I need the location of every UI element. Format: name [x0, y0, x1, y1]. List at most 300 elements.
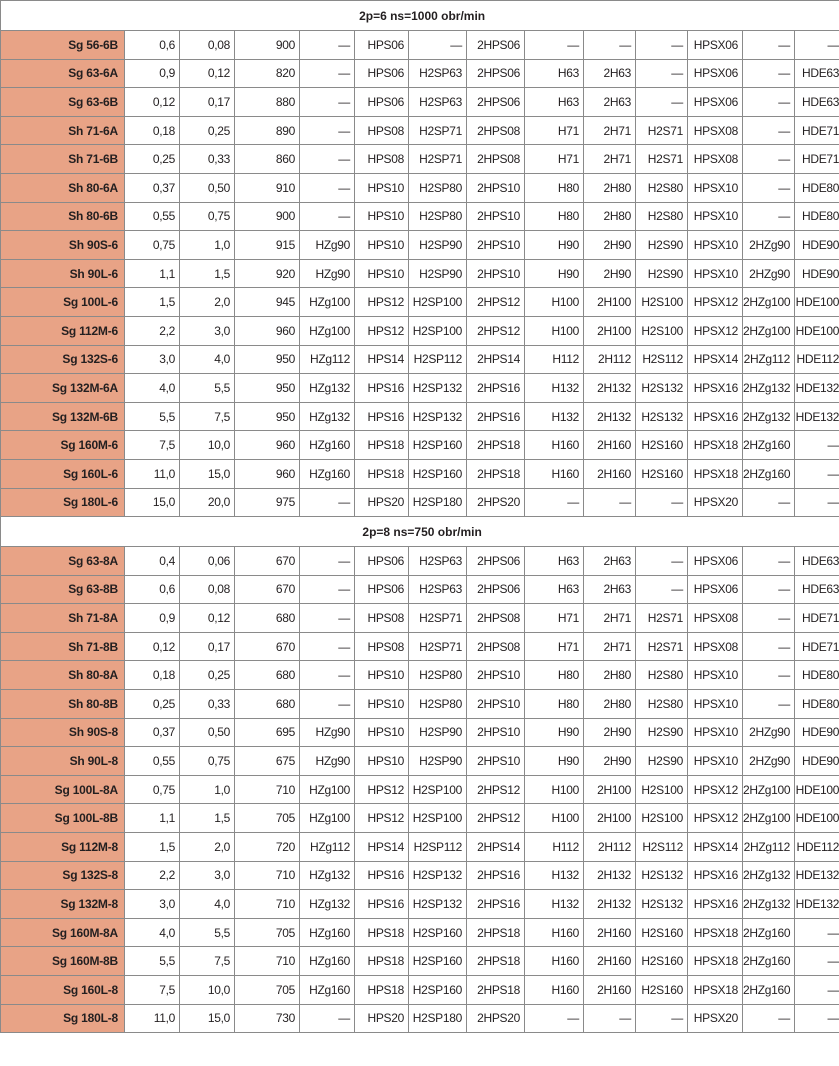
- table-cell: H2SP100: [409, 775, 467, 804]
- table-cell: 2H63: [584, 88, 636, 117]
- table-cell: H2SP80: [409, 202, 467, 231]
- table-cell: H80: [525, 173, 584, 202]
- table-cell: 2HPS12: [467, 804, 525, 833]
- table-cell: H2S80: [636, 690, 688, 719]
- table-cell: —: [743, 1004, 795, 1033]
- table-cell: 960: [235, 459, 300, 488]
- table-cell: —: [300, 604, 355, 633]
- table-cell: 20,0: [180, 488, 235, 517]
- table-cell: HPS06: [355, 547, 409, 576]
- table-cell: HDE90: [795, 231, 839, 260]
- table-cell: HPSX18: [688, 947, 743, 976]
- table-cell: 2H160: [584, 947, 636, 976]
- table-cell: 15,0: [180, 459, 235, 488]
- section-title: 2p=6 ns=1000 obr/min: [1, 1, 839, 31]
- motor-type-cell: Sg 160L-6: [1, 459, 125, 488]
- table-cell: HPS08: [355, 632, 409, 661]
- table-cell: —: [300, 31, 355, 60]
- table-cell: 1,0: [180, 231, 235, 260]
- table-row: [1, 976, 839, 1005]
- table-cell: HPS10: [355, 259, 409, 288]
- table-cell: 0,08: [180, 575, 235, 604]
- table-cell: HPS14: [355, 833, 409, 862]
- table-cell: 0,25: [180, 661, 235, 690]
- table-cell: HPSX16: [688, 861, 743, 890]
- table-cell: 0,55: [125, 202, 180, 231]
- table-cell: 1,1: [125, 259, 180, 288]
- motor-type-cell: Sg 112M-8: [1, 833, 125, 862]
- table-cell: HPS18: [355, 947, 409, 976]
- table-cell: 900: [235, 202, 300, 231]
- table-cell: HZg90: [300, 231, 355, 260]
- table-row: [1, 747, 839, 776]
- table-cell: HZg160: [300, 947, 355, 976]
- table-cell: HPSX16: [688, 402, 743, 431]
- motor-type-cell: Sh 90L-6: [1, 259, 125, 288]
- table-cell: HPS10: [355, 690, 409, 719]
- table-cell: H2SP160: [409, 918, 467, 947]
- table-cell: H160: [525, 431, 584, 460]
- table-cell: HPS20: [355, 1004, 409, 1033]
- table-cell: 10,0: [180, 976, 235, 1005]
- table-cell: 2HPS10: [467, 690, 525, 719]
- table-cell: 670: [235, 547, 300, 576]
- table-cell: 2HZg160: [743, 947, 795, 976]
- table-cell: HPS10: [355, 231, 409, 260]
- table-cell: H80: [525, 202, 584, 231]
- table-cell: 2HZg100: [743, 316, 795, 345]
- table-cell: —: [743, 690, 795, 719]
- table-cell: —: [300, 690, 355, 719]
- table-cell: 0,9: [125, 604, 180, 633]
- section-header-row: [1, 517, 839, 547]
- table-cell: 2HPS10: [467, 747, 525, 776]
- table-cell: H2S100: [636, 804, 688, 833]
- table-cell: 2HPS16: [467, 374, 525, 403]
- table-cell: H2S71: [636, 632, 688, 661]
- table-cell: 0,37: [125, 718, 180, 747]
- motor-type-cell: Sg 100L-8B: [1, 804, 125, 833]
- table-cell: HDE80: [795, 202, 839, 231]
- table-cell: H2S160: [636, 431, 688, 460]
- table-cell: 2HZg100: [743, 804, 795, 833]
- table-cell: H2S90: [636, 747, 688, 776]
- table-cell: 915: [235, 231, 300, 260]
- table-cell: H100: [525, 288, 584, 317]
- table-cell: H2SP63: [409, 575, 467, 604]
- table-cell: HDE63: [795, 88, 839, 117]
- table-cell: H2SP71: [409, 145, 467, 174]
- table-row: [1, 173, 839, 202]
- table-cell: H2S71: [636, 604, 688, 633]
- table-row: [1, 488, 839, 517]
- table-cell: HDE112: [795, 345, 839, 374]
- table-cell: H2SP90: [409, 231, 467, 260]
- table-cell: 2H63: [584, 59, 636, 88]
- table-cell: 0,6: [125, 31, 180, 60]
- table-cell: H2SP160: [409, 947, 467, 976]
- table-cell: 2H80: [584, 661, 636, 690]
- table-cell: H2S90: [636, 259, 688, 288]
- table-cell: H2S132: [636, 402, 688, 431]
- table-cell: 2HPS06: [467, 59, 525, 88]
- table-cell: H71: [525, 632, 584, 661]
- table-cell: 2HZg100: [743, 775, 795, 804]
- table-cell: HPSX06: [688, 575, 743, 604]
- table-cell: —: [584, 31, 636, 60]
- table-cell: 2HZg160: [743, 459, 795, 488]
- table-cell: —: [300, 1004, 355, 1033]
- table-cell: HPS08: [355, 604, 409, 633]
- table-cell: 950: [235, 374, 300, 403]
- table-cell: H2S160: [636, 976, 688, 1005]
- table-cell: H2SP180: [409, 488, 467, 517]
- motor-type-cell: Sh 80-8B: [1, 690, 125, 719]
- table-cell: 2HPS18: [467, 459, 525, 488]
- table-cell: HDE63: [795, 575, 839, 604]
- table-cell: HPS10: [355, 661, 409, 690]
- table-cell: HDE100: [795, 316, 839, 345]
- table-row: [1, 604, 839, 633]
- table-cell: HPSX12: [688, 804, 743, 833]
- motor-type-cell: Sg 132M-6A: [1, 374, 125, 403]
- table-cell: H160: [525, 947, 584, 976]
- table-cell: H2SP63: [409, 59, 467, 88]
- table-cell: HZg100: [300, 288, 355, 317]
- table-row: [1, 861, 839, 890]
- table-cell: 0,25: [125, 690, 180, 719]
- table-cell: HDE80: [795, 173, 839, 202]
- table-cell: 15,0: [180, 1004, 235, 1033]
- table-cell: 2HZg132: [743, 402, 795, 431]
- section-header-row: [1, 1, 839, 31]
- table-cell: 2HZg112: [743, 833, 795, 862]
- table-cell: —: [300, 632, 355, 661]
- table-cell: HPSX20: [688, 1004, 743, 1033]
- table-row: [1, 231, 839, 260]
- table-cell: HDE100: [795, 775, 839, 804]
- table-cell: 0,33: [180, 145, 235, 174]
- table-cell: 695: [235, 718, 300, 747]
- motor-type-cell: Sg 63-6A: [1, 59, 125, 88]
- motor-type-cell: Sg 132M-6B: [1, 402, 125, 431]
- table-cell: 2HPS20: [467, 1004, 525, 1033]
- table-row: [1, 661, 839, 690]
- table-row: [1, 718, 839, 747]
- table-cell: H2SP180: [409, 1004, 467, 1033]
- table-row: [1, 402, 839, 431]
- table-cell: 7,5: [125, 976, 180, 1005]
- table-cell: HPSX08: [688, 632, 743, 661]
- motor-type-cell: Sg 100L-6: [1, 288, 125, 317]
- table-cell: —: [743, 145, 795, 174]
- table-cell: HDE80: [795, 661, 839, 690]
- table-cell: H100: [525, 775, 584, 804]
- table-cell: 2HPS10: [467, 661, 525, 690]
- table-cell: 2HPS14: [467, 345, 525, 374]
- table-cell: —: [300, 88, 355, 117]
- table-cell: H132: [525, 402, 584, 431]
- table-cell: 2H71: [584, 632, 636, 661]
- table-cell: 2H80: [584, 202, 636, 231]
- table-cell: H63: [525, 547, 584, 576]
- table-cell: H63: [525, 575, 584, 604]
- table-cell: 720: [235, 833, 300, 862]
- table-cell: HPS12: [355, 775, 409, 804]
- table-cell: HPSX08: [688, 604, 743, 633]
- table-cell: HPSX10: [688, 661, 743, 690]
- table-cell: 2HZg90: [743, 231, 795, 260]
- table-cell: H2SP63: [409, 88, 467, 117]
- table-cell: H2SP63: [409, 547, 467, 576]
- table-cell: 680: [235, 604, 300, 633]
- table-cell: 7,5: [125, 431, 180, 460]
- table-cell: 2H100: [584, 316, 636, 345]
- motor-type-cell: Sg 112M-6: [1, 316, 125, 345]
- table-cell: 2H112: [584, 345, 636, 374]
- table-cell: H2S80: [636, 661, 688, 690]
- table-cell: HPS10: [355, 747, 409, 776]
- table-cell: HDE100: [795, 288, 839, 317]
- table-cell: HZg160: [300, 431, 355, 460]
- table-cell: H2SP160: [409, 431, 467, 460]
- table-row: [1, 632, 839, 661]
- table-cell: 1,1: [125, 804, 180, 833]
- table-row: [1, 59, 839, 88]
- table-cell: 2HPS18: [467, 947, 525, 976]
- table-cell: 0,17: [180, 88, 235, 117]
- table-cell: 705: [235, 804, 300, 833]
- table-cell: 710: [235, 890, 300, 919]
- table-cell: —: [743, 575, 795, 604]
- table-cell: 3,0: [180, 316, 235, 345]
- table-cell: 975: [235, 488, 300, 517]
- table-cell: HPS16: [355, 374, 409, 403]
- table-row: [1, 833, 839, 862]
- table-cell: 2HPS12: [467, 316, 525, 345]
- motor-type-cell: Sh 71-6A: [1, 116, 125, 145]
- table-cell: 5,5: [180, 918, 235, 947]
- table-cell: 900: [235, 31, 300, 60]
- table-cell: 0,9: [125, 59, 180, 88]
- table-row: [1, 288, 839, 317]
- table-cell: 2HPS06: [467, 547, 525, 576]
- table-cell: H2S90: [636, 231, 688, 260]
- table-cell: HDE80: [795, 690, 839, 719]
- table-cell: 2HPS06: [467, 575, 525, 604]
- table-cell: HPSX08: [688, 116, 743, 145]
- table-cell: 4,0: [125, 374, 180, 403]
- motor-type-cell: Sh 90L-8: [1, 747, 125, 776]
- table-cell: 0,08: [180, 31, 235, 60]
- table-cell: H2S132: [636, 890, 688, 919]
- table-cell: HZg160: [300, 459, 355, 488]
- table-cell: —: [743, 116, 795, 145]
- table-cell: HZg100: [300, 316, 355, 345]
- table-cell: 2HPS08: [467, 604, 525, 633]
- table-cell: 2HPS16: [467, 890, 525, 919]
- table-cell: 2HPS16: [467, 861, 525, 890]
- table-cell: 2HZg112: [743, 345, 795, 374]
- motor-type-cell: Sg 63-8A: [1, 547, 125, 576]
- table-cell: 2H160: [584, 976, 636, 1005]
- table-cell: 2H132: [584, 890, 636, 919]
- table-cell: 0,12: [125, 88, 180, 117]
- table-cell: HDE132: [795, 861, 839, 890]
- table-cell: HDE132: [795, 890, 839, 919]
- table-row: [1, 947, 839, 976]
- table-cell: 2HZg132: [743, 374, 795, 403]
- motor-type-cell: Sg 160M-8A: [1, 918, 125, 947]
- table-cell: 5,5: [125, 947, 180, 976]
- table-cell: —: [300, 173, 355, 202]
- table-cell: 3,0: [125, 345, 180, 374]
- table-cell: 0,17: [180, 632, 235, 661]
- table-cell: 0,18: [125, 661, 180, 690]
- table-cell: HZg90: [300, 718, 355, 747]
- table-cell: 2H63: [584, 575, 636, 604]
- table-cell: HZg160: [300, 976, 355, 1005]
- table-cell: HPSX10: [688, 202, 743, 231]
- table-cell: 945: [235, 288, 300, 317]
- table-cell: H2S90: [636, 718, 688, 747]
- table-cell: HPSX06: [688, 88, 743, 117]
- table-cell: —: [636, 88, 688, 117]
- motor-type-cell: Sg 180L-6: [1, 488, 125, 517]
- table-cell: H71: [525, 604, 584, 633]
- table-cell: HPSX16: [688, 374, 743, 403]
- table-cell: 675: [235, 747, 300, 776]
- table-cell: 2,2: [125, 316, 180, 345]
- table-cell: 0,50: [180, 173, 235, 202]
- motor-type-cell: Sh 80-8A: [1, 661, 125, 690]
- table-cell: 2HPS08: [467, 632, 525, 661]
- table-row: [1, 202, 839, 231]
- table-cell: —: [584, 488, 636, 517]
- table-row: [1, 890, 839, 919]
- table-cell: 0,75: [180, 747, 235, 776]
- table-cell: H80: [525, 690, 584, 719]
- table-cell: H2SP112: [409, 345, 467, 374]
- table-cell: —: [743, 31, 795, 60]
- table-cell: 2HPS18: [467, 431, 525, 460]
- table-cell: 0,33: [180, 690, 235, 719]
- table-cell: —: [300, 59, 355, 88]
- table-cell: 2HZg90: [743, 259, 795, 288]
- table-cell: 2HPS10: [467, 231, 525, 260]
- table-cell: 2H132: [584, 861, 636, 890]
- table-cell: —: [300, 202, 355, 231]
- table-cell: 2H100: [584, 288, 636, 317]
- table-cell: HPS10: [355, 202, 409, 231]
- table-cell: HZg90: [300, 747, 355, 776]
- table-cell: 0,55: [125, 747, 180, 776]
- table-cell: HPSX20: [688, 488, 743, 517]
- table-row: [1, 547, 839, 576]
- table-row: [1, 918, 839, 947]
- table-cell: HPS12: [355, 316, 409, 345]
- table-cell: 0,75: [180, 202, 235, 231]
- table-cell: HZg100: [300, 804, 355, 833]
- table-cell: 2H80: [584, 173, 636, 202]
- table-row: [1, 1004, 839, 1033]
- table-cell: 2H100: [584, 804, 636, 833]
- table-cell: HPSX10: [688, 231, 743, 260]
- table-cell: H112: [525, 833, 584, 862]
- motor-type-cell: Sg 160M-6: [1, 431, 125, 460]
- motor-type-cell: Sg 160L-8: [1, 976, 125, 1005]
- table-cell: —: [300, 116, 355, 145]
- table-cell: H2SP160: [409, 459, 467, 488]
- table-cell: 2HZg160: [743, 976, 795, 1005]
- table-cell: 0,18: [125, 116, 180, 145]
- motor-type-cell: Sh 71-8B: [1, 632, 125, 661]
- table-cell: 880: [235, 88, 300, 117]
- table-cell: H2SP100: [409, 316, 467, 345]
- table-cell: —: [636, 547, 688, 576]
- table-cell: H160: [525, 918, 584, 947]
- table-cell: 1,5: [180, 804, 235, 833]
- table-cell: 960: [235, 431, 300, 460]
- table-cell: HPS12: [355, 804, 409, 833]
- table-cell: —: [795, 431, 839, 460]
- table-cell: 0,50: [180, 718, 235, 747]
- table-cell: H2S132: [636, 374, 688, 403]
- table-cell: 2HPS10: [467, 718, 525, 747]
- table-cell: HZg112: [300, 345, 355, 374]
- table-cell: —: [743, 202, 795, 231]
- table-cell: HPS16: [355, 402, 409, 431]
- table-cell: 0,12: [180, 604, 235, 633]
- table-cell: 5,5: [180, 374, 235, 403]
- table-cell: —: [525, 31, 584, 60]
- table-cell: H2SP132: [409, 861, 467, 890]
- table-row: [1, 431, 839, 460]
- table-cell: HPSX18: [688, 976, 743, 1005]
- table-cell: 15,0: [125, 488, 180, 517]
- table-cell: 2,2: [125, 861, 180, 890]
- motor-type-cell: Sg 56-6B: [1, 31, 125, 60]
- table-cell: 2HPS08: [467, 145, 525, 174]
- table-cell: 910: [235, 173, 300, 202]
- table-cell: 2HPS10: [467, 259, 525, 288]
- table-cell: HDE90: [795, 747, 839, 776]
- table-cell: 2H112: [584, 833, 636, 862]
- table-cell: HPSX10: [688, 690, 743, 719]
- table-cell: 2HPS16: [467, 402, 525, 431]
- table-cell: HPS06: [355, 59, 409, 88]
- table-cell: —: [636, 1004, 688, 1033]
- table-cell: HDE63: [795, 59, 839, 88]
- table-cell: —: [300, 488, 355, 517]
- table-cell: H2SP132: [409, 890, 467, 919]
- table-cell: —: [743, 632, 795, 661]
- table-cell: 2HPS06: [467, 88, 525, 117]
- motor-type-cell: Sh 71-6B: [1, 145, 125, 174]
- table-cell: H2S100: [636, 288, 688, 317]
- table-cell: HPS10: [355, 718, 409, 747]
- motor-type-cell: Sg 63-6B: [1, 88, 125, 117]
- table-cell: 680: [235, 661, 300, 690]
- table-cell: HZg100: [300, 775, 355, 804]
- table-cell: H100: [525, 804, 584, 833]
- table-cell: H2SP132: [409, 374, 467, 403]
- table-cell: —: [300, 145, 355, 174]
- table-cell: H90: [525, 259, 584, 288]
- table-cell: 1,5: [180, 259, 235, 288]
- table-cell: 2HPS08: [467, 116, 525, 145]
- table-cell: 670: [235, 632, 300, 661]
